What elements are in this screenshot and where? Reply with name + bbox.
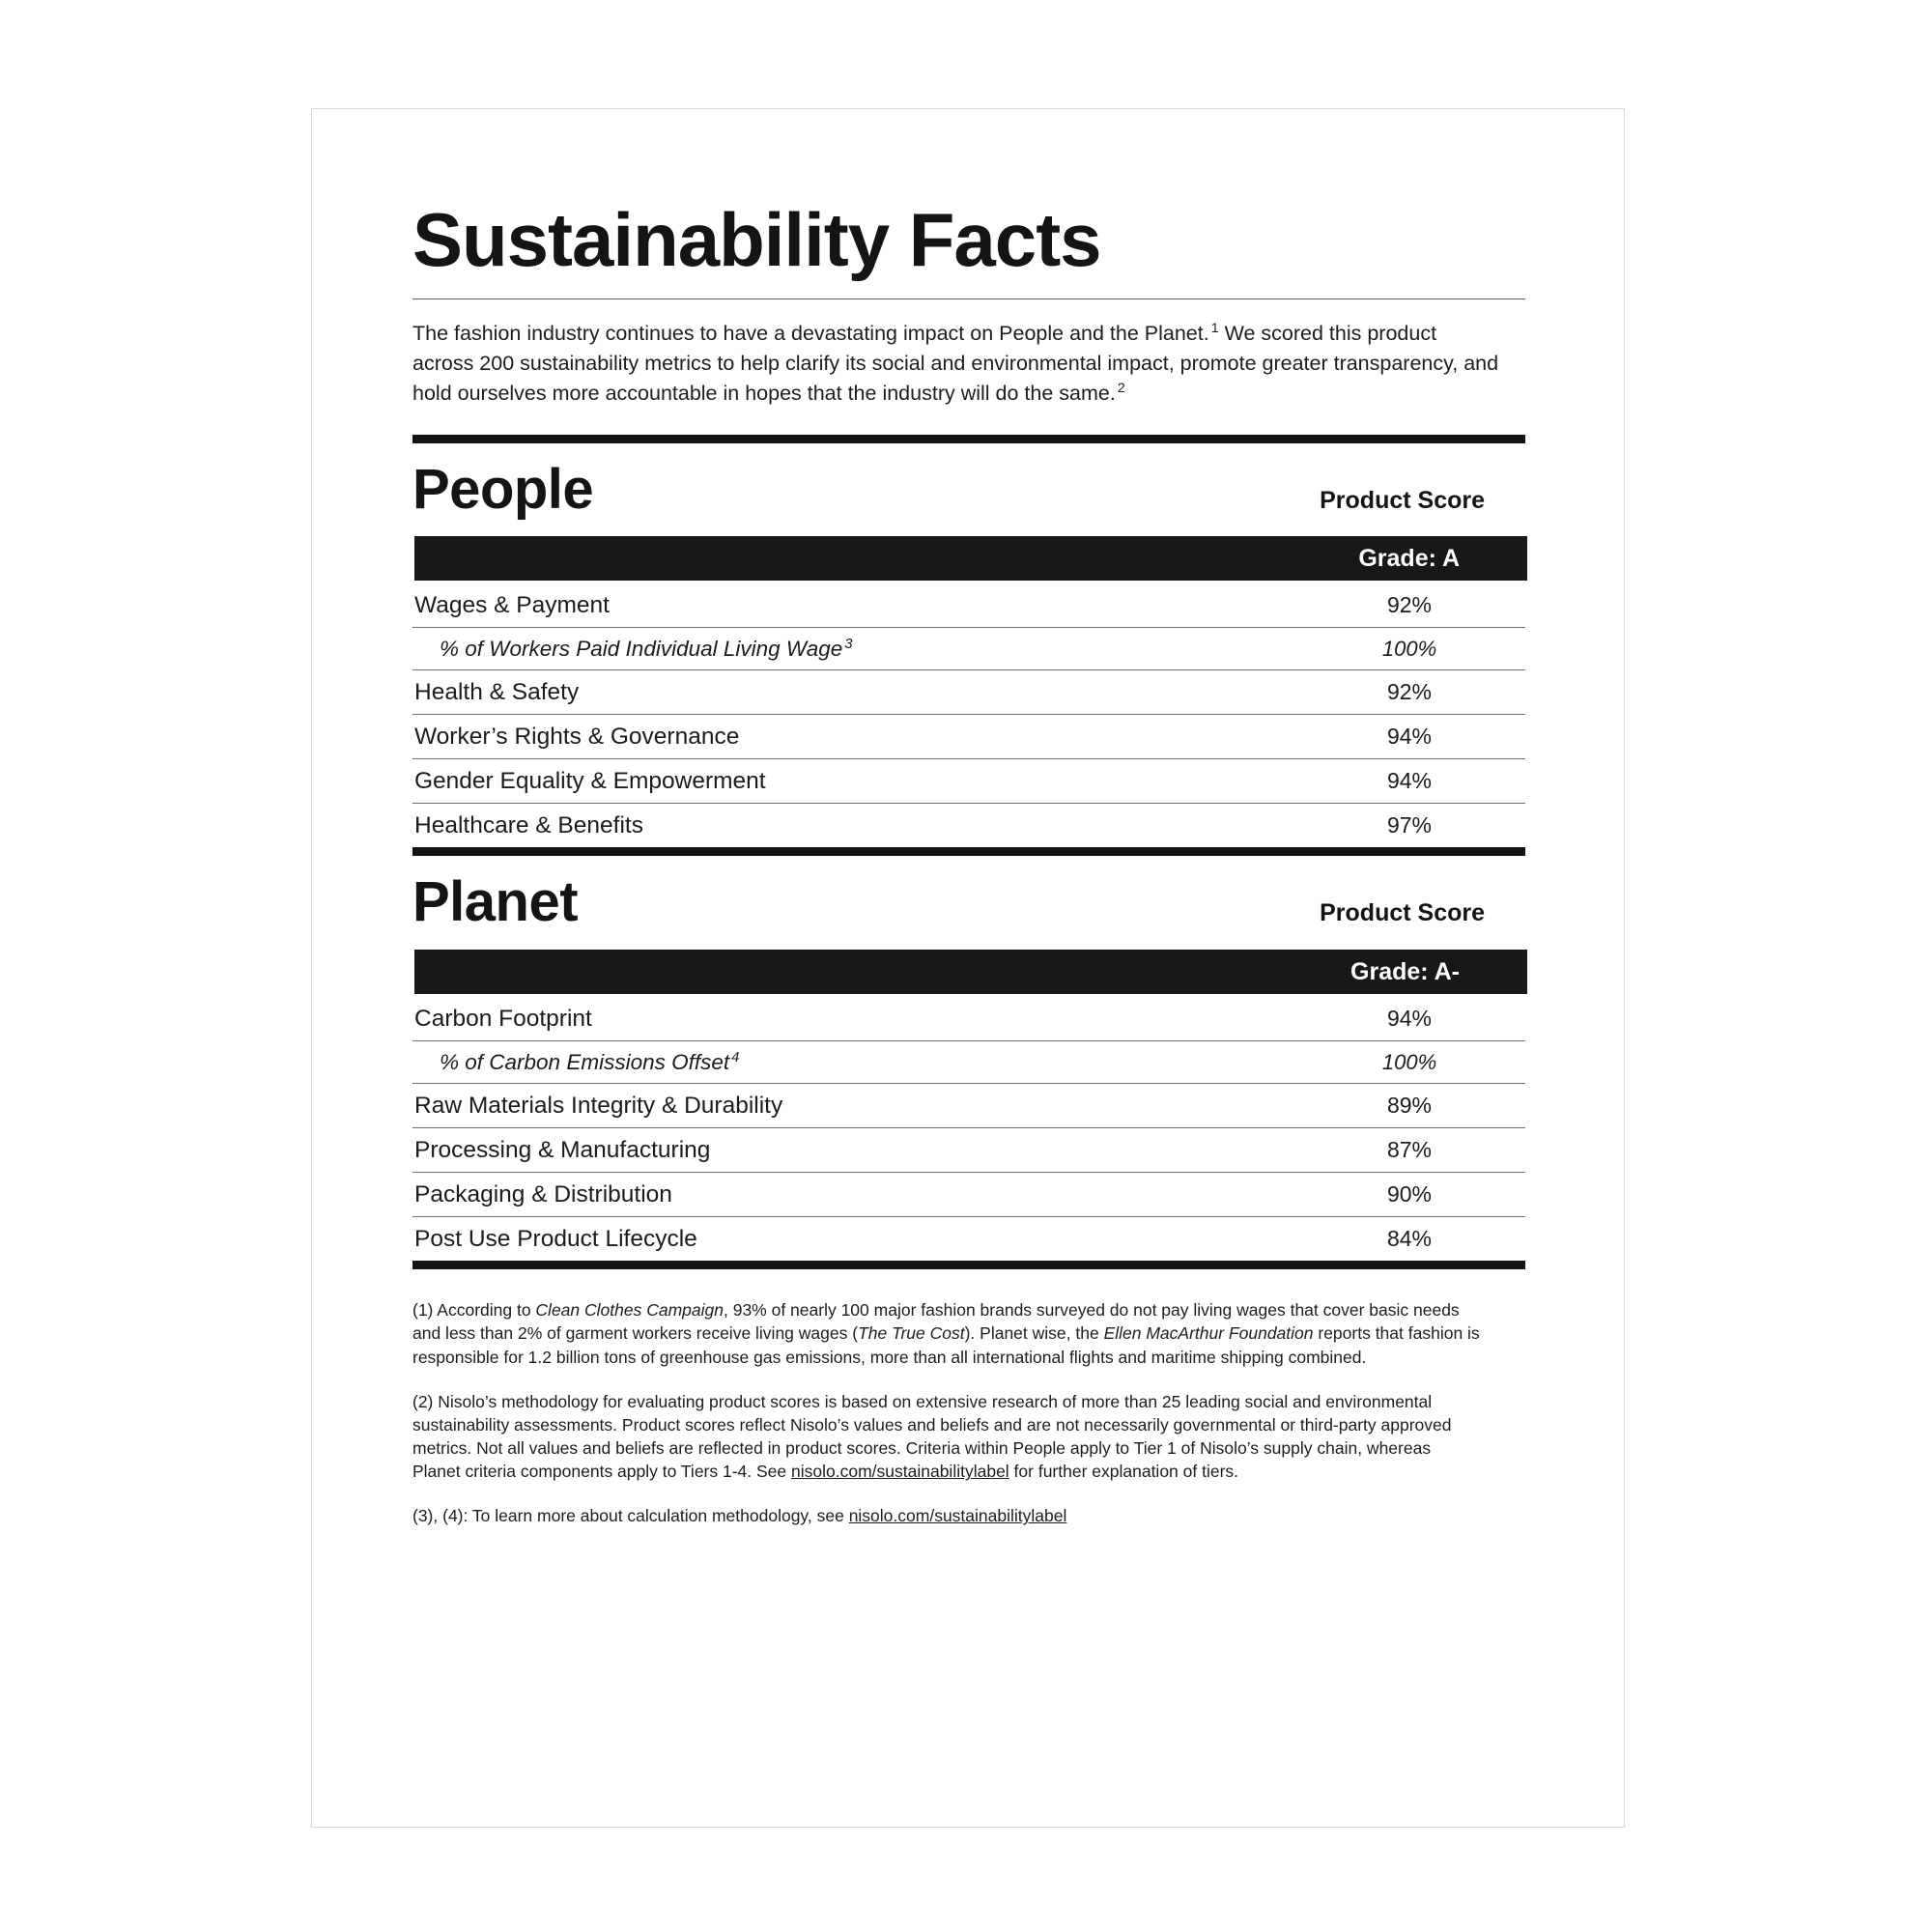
- intro-text-part-1: The fashion industry continues to have a devastating impact on People and the Planet.: [412, 322, 1209, 345]
- planet-section-bottom-rule: [412, 1261, 1525, 1269]
- metric-value: 100%: [1381, 637, 1437, 662]
- footnote-1-text-b: , 93% of nearly 100 major fashion brands surveyed do not pay living wages that cover basic needs and less than 2% of garment workers receive living wages (: [412, 1300, 1460, 1344]
- metric-label: [412, 637, 1293, 662]
- metric-label: Health & Safety: [414, 679, 580, 706]
- footnote-1-text-a: (1) According to: [412, 1300, 536, 1321]
- sustainability-label-link[interactable]: nisolo.com/sustainabilitylabel: [791, 1462, 1009, 1482]
- intro-footnote-marker-2: 2: [1117, 381, 1125, 397]
- table-row: [412, 670, 1525, 715]
- footnote-2-text-b: for further explanation of tiers.: [1009, 1462, 1239, 1482]
- planet-grade-bar: [414, 950, 1527, 994]
- intro-paragraph: [412, 319, 1499, 410]
- metric-value: 94%: [1386, 1006, 1433, 1032]
- people-section-top-rule: [412, 435, 1525, 443]
- metric-value: 94%: [1386, 724, 1433, 750]
- metric-label: Gender Equality & Empowerment: [414, 768, 766, 795]
- table-row: [412, 1041, 1525, 1084]
- people-metrics-table: [412, 581, 1525, 847]
- planet-product-score-label: Product Score: [1320, 899, 1485, 927]
- label-content: [412, 197, 1525, 1527]
- table-row: [412, 994, 1525, 1041]
- table-row: [412, 1084, 1525, 1128]
- table-row: [412, 1173, 1525, 1217]
- label-page: [311, 108, 1625, 1828]
- metric-footnote-marker: 4: [731, 1049, 740, 1065]
- footnote-1-source-1: Clean Clothes Campaign: [535, 1300, 724, 1321]
- people-grade-bar: [414, 536, 1527, 581]
- table-row: [412, 581, 1525, 628]
- metric-value: 100%: [1381, 1050, 1437, 1075]
- planet-section-title: Planet: [412, 870, 579, 934]
- footnotes: [412, 1298, 1480, 1527]
- metric-value: 90%: [1386, 1181, 1433, 1208]
- people-grade-text: Grade: A: [1358, 544, 1460, 572]
- planet-grade-text: Grade: A-: [1350, 957, 1460, 985]
- metric-label: Post Use Product Lifecycle: [414, 1226, 697, 1253]
- sustainability-label-link[interactable]: nisolo.com/sustainabilitylabel: [848, 1506, 1067, 1526]
- page-title: Sustainability Facts: [412, 197, 1101, 282]
- metric-label: Raw Materials Integrity & Durability: [414, 1093, 783, 1120]
- metric-value: 97%: [1386, 812, 1433, 838]
- footnote-1-text-c: ). Planet wise, the: [964, 1323, 1104, 1344]
- table-row: [412, 715, 1525, 759]
- table-row: [412, 804, 1525, 847]
- intro-text-part-2: We scored this product across 200 sustainability metrics to help clarify its social and environmental impact, promote greater transparency, and hold ourselves more accountable in hopes that the industry will do the same.: [412, 322, 1499, 406]
- footnote-1: [412, 1298, 1480, 1368]
- metric-label: Packaging & Distribution: [414, 1181, 672, 1208]
- table-row: [412, 1128, 1525, 1173]
- metric-label: Processing & Manufacturing: [414, 1137, 711, 1164]
- footnote-2-text-a: (2) Nisolo’s methodology for evaluating product scores is based on extensive research of more than 25 leading social and environmental sustainability assessments. Product scores reflect Nisolo’s values and beliefs and are not necessarily governmental or third-party approved metrics. Not all values and beliefs are reflected in product scores. Criteria within People apply to Tier 1 of Nisolo’s supply chain, whereas Planet criteria components apply to Tiers 1-4. See: [412, 1391, 1452, 1482]
- people-section-bottom-rule: [412, 847, 1525, 856]
- metric-value: 92%: [1386, 592, 1433, 618]
- table-row: [412, 759, 1525, 804]
- footnote-2: [412, 1390, 1480, 1484]
- title-divider: [412, 298, 1525, 299]
- metric-value: 94%: [1386, 768, 1433, 794]
- table-row: [412, 1217, 1525, 1261]
- footnote-1-source-2: The True Cost: [858, 1323, 965, 1344]
- table-row: [412, 628, 1525, 670]
- metric-label: Carbon Footprint: [414, 1006, 592, 1033]
- people-product-score-label: Product Score: [1320, 486, 1485, 514]
- planet-metrics-table: [412, 994, 1525, 1261]
- metric-label: Healthcare & Benefits: [414, 812, 643, 839]
- planet-section-header: [412, 870, 1525, 934]
- metric-footnote-marker: 3: [844, 636, 853, 652]
- metric-label-text: % of Carbon Emissions Offset: [440, 1050, 730, 1075]
- metric-value: 84%: [1386, 1226, 1433, 1252]
- metric-value: 89%: [1386, 1093, 1433, 1119]
- people-section-title: People: [412, 457, 594, 521]
- metric-label: Wages & Payment: [414, 592, 610, 619]
- people-section-header: [412, 457, 1525, 521]
- metric-label-text: % of Workers Paid Individual Living Wage: [440, 637, 843, 662]
- footnote-1-text-d: reports that fashion is responsible for 1.2 billion tons of greenhouse gas emissions, more than all international flights and maritime shipping combined.: [412, 1323, 1480, 1367]
- intro-footnote-marker-1: 1: [1210, 320, 1219, 336]
- footnote-1-source-3: Ellen MacArthur Foundation: [1103, 1323, 1314, 1344]
- footnote-3-text-a: (3), (4): To learn more about calculation methodology, see: [412, 1506, 849, 1526]
- metric-value: 87%: [1386, 1137, 1433, 1163]
- metric-label: [412, 1050, 1293, 1075]
- footnote-3: [412, 1504, 1480, 1527]
- metric-value: 92%: [1386, 679, 1433, 705]
- metric-label: Worker’s Rights & Governance: [414, 724, 740, 751]
